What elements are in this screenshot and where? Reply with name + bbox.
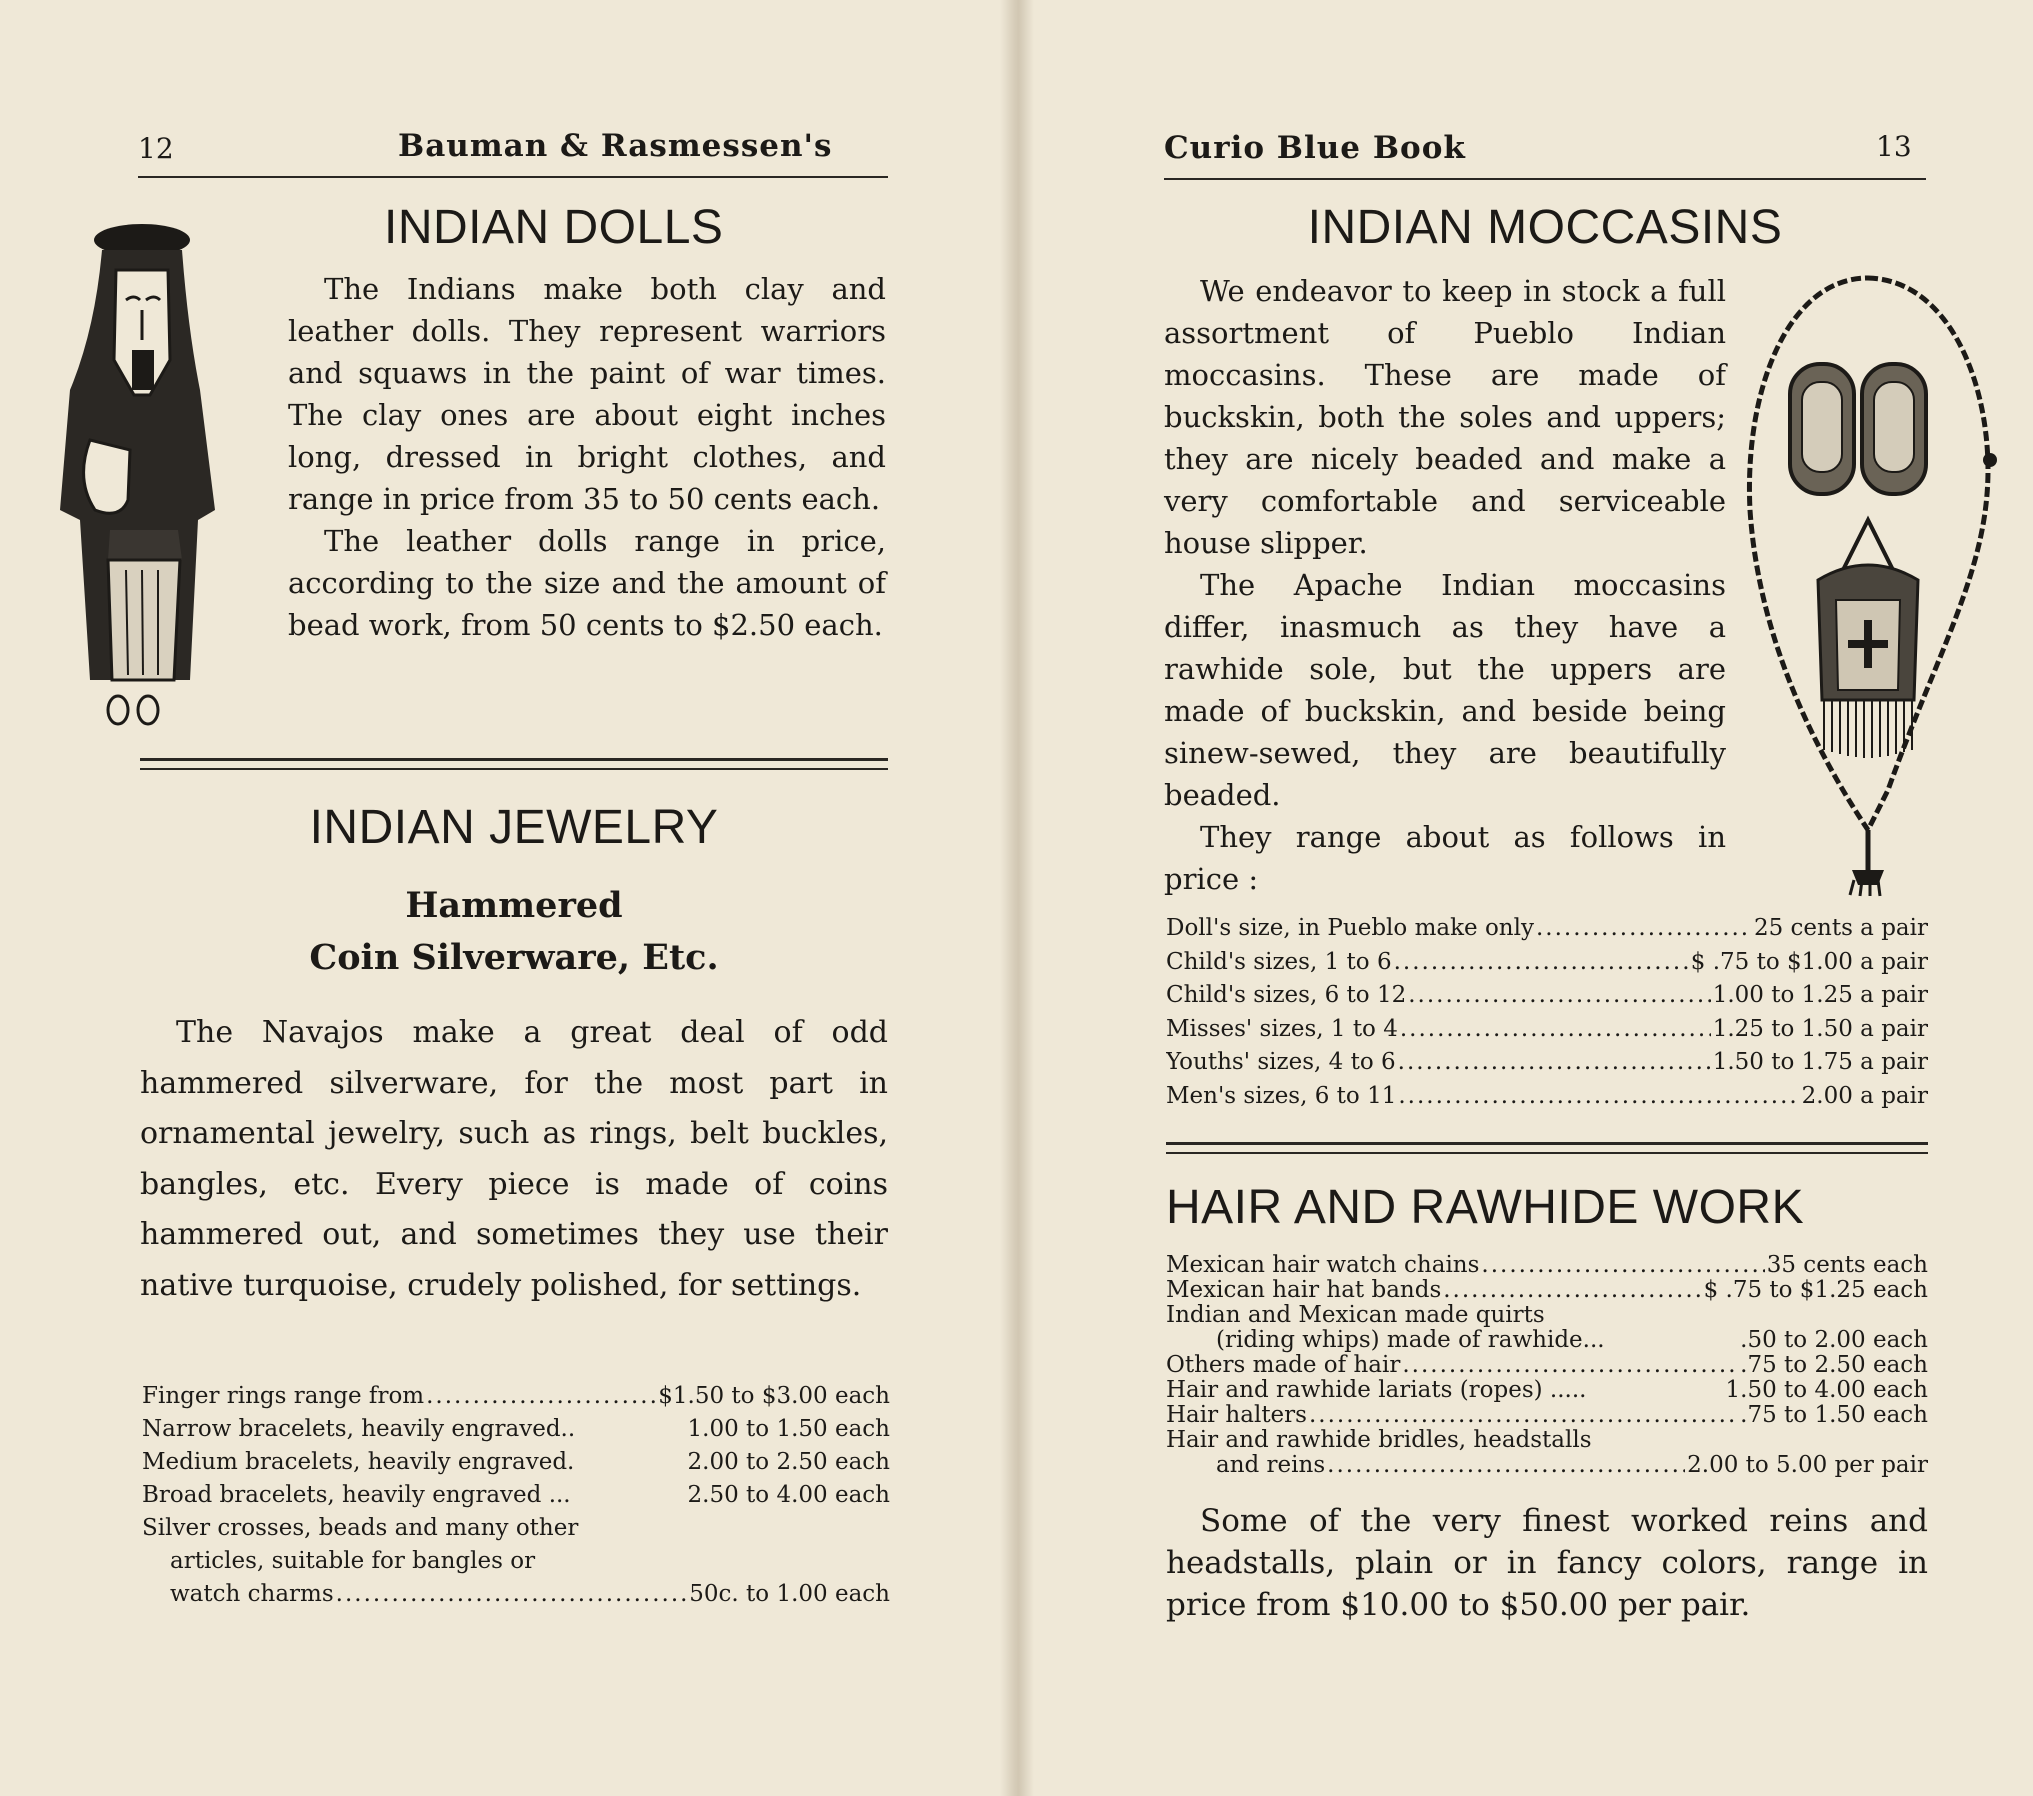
moccasins-paragraph-3: They range about as follows in price : [1164, 820, 1726, 896]
price-row [1166, 1353, 1928, 1378]
jewelry-paragraph: The Navajos make a great deal of odd hammered silverware, for the most part in ornamental jewelry, such as rings, belt buckles, bangles, etc. Every piece is made of coins hammered out, and sometimes they use their native turquoise, crudely polished, for settings. [140, 1015, 888, 1303]
leader-dots [1309, 1403, 1738, 1428]
hair-closing-paragraph: Some of the very finest worked reins and headstalls, plain or in fancy colors, range in price from $10.00 to $50.00 per pair. [1166, 1503, 1928, 1623]
price-row [1166, 1013, 1928, 1047]
price-label: Hair halters [1166, 1403, 1307, 1428]
leader-dots [1400, 1013, 1711, 1047]
price-value: $ .75 to $1.00 a pair [1690, 948, 1928, 975]
price-row-multiline-2 [142, 1545, 890, 1578]
price-value: 50c. to 1.00 each [689, 1581, 890, 1607]
leader-dots [1408, 979, 1711, 1013]
price-row [142, 1413, 890, 1446]
price-label: Youths' sizes, 4 to 6 [1166, 1049, 1396, 1075]
price-row [1166, 1046, 1928, 1080]
price-label: Doll's size, in Pueblo make only [1166, 915, 1534, 941]
left-page [0, 0, 1016, 1796]
price-value: 2.50 to 4.00 each [687, 1482, 890, 1508]
price-label: and reins [1216, 1453, 1326, 1478]
price-row-multiline-1 [1166, 1428, 1928, 1453]
price-row [1166, 1378, 1928, 1403]
price-label: Broad bracelets, heavily engraved ... [142, 1482, 571, 1508]
price-value: 1.25 to 1.50 a pair [1712, 1015, 1928, 1042]
price-row [1166, 912, 1928, 946]
price-label: Misses' sizes, 1 to 4 [1166, 1015, 1398, 1042]
price-label: (riding whips) made of rawhide... [1216, 1328, 1605, 1353]
jewelry-body [140, 1008, 888, 1311]
leader-dots [1481, 1253, 1764, 1278]
price-label: Mexican hair watch chains [1166, 1253, 1480, 1278]
price-value: 1.00 to 1.25 a pair [1712, 982, 1928, 1008]
section-divider [140, 758, 888, 770]
price-value: 2.00 a pair [1801, 1082, 1928, 1109]
hair-title: HAIR AND RAWHIDE WORK [1166, 1181, 1805, 1234]
running-head: Bauman & Rasmessen's [398, 128, 833, 164]
moccasins-price-list [1166, 912, 1928, 1113]
header-rule [138, 176, 888, 178]
price-row-multiline-2 [1166, 1453, 1928, 1478]
price-value: .75 to 1.50 each [1740, 1403, 1928, 1428]
price-value: 1.50 to 1.75 a pair [1712, 1049, 1928, 1075]
dolls-body [288, 268, 886, 646]
running-head: Curio Blue Book [1164, 130, 1466, 166]
price-value: 1.00 to 1.50 each [687, 1416, 890, 1442]
price-value: 25 cents a pair [1753, 915, 1928, 941]
price-row [1166, 1080, 1928, 1114]
page-number: 13 [1876, 130, 1912, 163]
jewelry-subtitle [140, 880, 888, 984]
leader-dots [1327, 1453, 1685, 1478]
hair-price-list [1166, 1253, 1928, 1478]
price-value: 2.00 to 5.00 per pair [1687, 1453, 1928, 1478]
leader-dots [1443, 1278, 1701, 1303]
price-label: Child's sizes, 1 to 6 [1166, 948, 1392, 975]
price-value: .75 to 2.50 each [1740, 1353, 1928, 1378]
right-page [1016, 0, 2033, 1796]
price-row [1166, 1403, 1928, 1428]
header-rule [1164, 178, 1926, 180]
leader-dots [1394, 946, 1689, 980]
jewelry-title: INDIAN JEWELRY [309, 801, 719, 854]
price-value: $ .75 to $1.25 each [1703, 1278, 1928, 1303]
section-divider [1166, 1142, 1928, 1154]
price-value: $1.50 to $3.00 each [658, 1383, 890, 1409]
price-row-multiline-3 [142, 1578, 890, 1611]
jewelry-price-list [142, 1380, 890, 1611]
price-label: watch charms [170, 1581, 334, 1607]
price-row [142, 1479, 890, 1512]
leader-dots [426, 1380, 656, 1413]
leader-dots [1398, 1046, 1711, 1080]
price-label: Silver crosses, beads and many other [142, 1515, 579, 1541]
dolls-paragraph-2: The leather dolls range in price, according to the size and the amount of bead work, from 50 cents to $2.50 each. [288, 524, 886, 642]
price-label: Indian and Mexican made quirts [1166, 1303, 1545, 1328]
dolls-paragraph-1: The Indians make both clay and leather dolls. They represent warriors and squaws in the paint of war times. The clay ones are about eight inches long, dressed in bright clothes, and range in price from 35 to 50 cents each. [288, 272, 886, 516]
price-label: Hair and rawhide bridles, headstalls [1166, 1428, 1592, 1453]
leader-dots [1398, 1080, 1799, 1114]
price-value: 1.50 to 4.00 each [1725, 1378, 1928, 1403]
price-row [142, 1380, 890, 1413]
price-label: Medium bracelets, heavily engraved. [142, 1449, 575, 1475]
price-label: Mexican hair hat bands [1166, 1278, 1442, 1303]
price-label: Men's sizes, 6 to 11 [1166, 1082, 1397, 1109]
hair-closing [1166, 1500, 1928, 1626]
page-number: 12 [138, 132, 174, 165]
moccasins-body [1164, 270, 1726, 900]
leader-dots [336, 1578, 688, 1611]
moccasins-paragraph-2: The Apache Indian moccasins differ, inasmuch as they have a rawhide sole, but the uppers are made of buckskin, and beside being sinew-sewed, they are beautifully beaded. [1164, 568, 1726, 812]
price-label: Finger rings range from [142, 1383, 425, 1409]
indian-doll-illustration [50, 210, 220, 730]
price-label: articles, suitable for bangles or [170, 1548, 536, 1574]
price-label: Hair and rawhide lariats (ropes) ..... [1166, 1378, 1587, 1403]
price-label: Others made of hair [1166, 1353, 1401, 1378]
jewelry-subtitle-line-2: Coin Silverware, Etc. [309, 937, 719, 978]
price-row [1166, 946, 1928, 980]
price-value: .50 to 2.00 each [1740, 1328, 1928, 1353]
moccasins-title: INDIAN MOCCASINS [1307, 201, 1783, 254]
moccasins-illustration [1738, 270, 1998, 900]
leader-dots [1536, 912, 1752, 946]
jewelry-subtitle-line-1: Hammered [405, 885, 623, 926]
price-value: 35 cents each [1766, 1253, 1928, 1278]
price-row [142, 1446, 890, 1479]
price-row-multiline-1 [142, 1512, 890, 1545]
price-label: Child's sizes, 6 to 12 [1166, 982, 1407, 1008]
price-row [1166, 979, 1928, 1013]
price-label: Narrow bracelets, heavily engraved.. [142, 1416, 576, 1442]
price-row [1166, 1278, 1928, 1303]
moccasins-paragraph-1: We endeavor to keep in stock a full assortment of Pueblo Indian moccasins. These are made of buckskin, both the soles and uppers; they are nicely beaded and make a very comfortable and serviceable house slipper. [1164, 274, 1726, 560]
price-row [1166, 1253, 1928, 1278]
dolls-title: INDIAN DOLLS [384, 201, 724, 254]
price-row-multiline-2 [1166, 1328, 1928, 1353]
price-row-multiline-1 [1166, 1303, 1928, 1328]
price-value: 2.00 to 2.50 each [687, 1449, 890, 1475]
leader-dots [1402, 1353, 1738, 1378]
